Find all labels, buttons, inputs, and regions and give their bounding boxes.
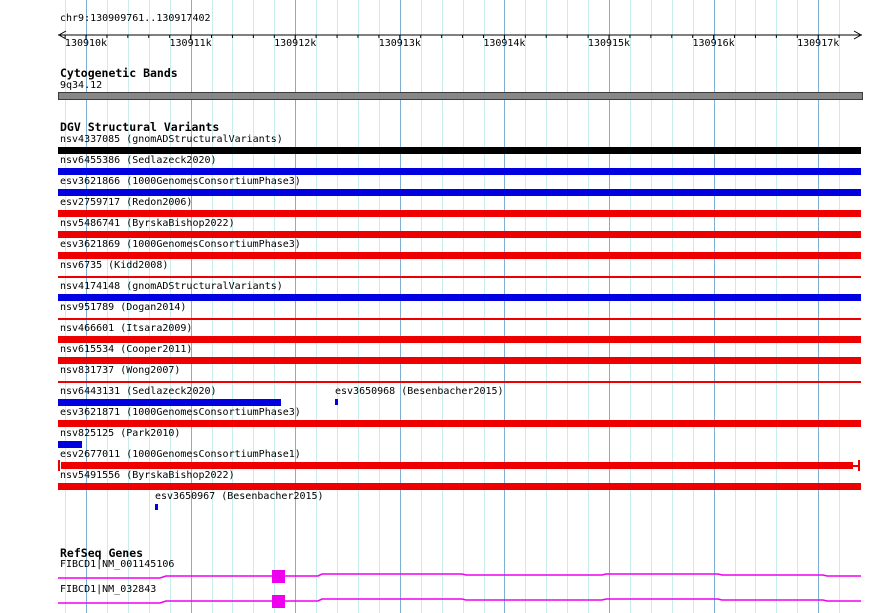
variant-label-esv3621871[interactable]: esv3621871 (1000GenomesConsortiumPhase3) [60, 407, 301, 418]
variant-label-nsv6455386[interactable]: nsv6455386 (Sedlazeck2020) [60, 155, 217, 166]
gene-label-NM_001145106[interactable]: FIBCD1|NM_001145106 [60, 559, 175, 570]
variant-label-nsv4174148[interactable]: nsv4174148 (gnomADStructuralVariants) [60, 281, 283, 292]
axis-tick-label: 130916k [692, 38, 735, 49]
axis-tick-label: 130914k [483, 38, 526, 49]
variant-label-esv3650968[interactable]: esv3650968 (Besenbacher2015) [335, 386, 504, 397]
section-title-dgv-structural-variants: DGV Structural Variants [60, 120, 220, 134]
section-title-cytogenetic-bands: Cytogenetic Bands [60, 66, 178, 80]
variant-label-esv2677011[interactable]: esv2677011 (1000GenomesConsortiumPhase1) [60, 449, 301, 460]
axis-tick-label: 130917k [797, 38, 840, 49]
variant-label-nsv6443131[interactable]: nsv6443131 (Sedlazeck2020) [60, 386, 217, 397]
axis-tick-label: 130915k [587, 38, 631, 49]
variant-label-esv3650967[interactable]: esv3650967 (Besenbacher2015) [155, 491, 324, 502]
variant-label-nsv6735[interactable]: nsv6735 (Kidd2008) [60, 260, 169, 271]
gene-label-NM_032843[interactable]: FIBCD1|NM_032843 [60, 584, 157, 595]
variant-label-nsv5491556[interactable]: nsv5491556 (ByrskaBishop2022) [60, 470, 235, 481]
cytoband-label: 9q34.12 [60, 80, 103, 91]
gene-intron-line-NM_032843[interactable] [58, 599, 861, 603]
gene-intron-line-NM_001145106[interactable] [58, 574, 861, 578]
variant-label-nsv466601[interactable]: nsv466601 (Itsara2009) [60, 323, 193, 334]
variant-label-nsv951789[interactable]: nsv951789 (Dogan2014) [60, 302, 187, 313]
variant-label-nsv5486741[interactable]: nsv5486741 (ByrskaBishop2022) [60, 218, 235, 229]
variant-label-nsv615534[interactable]: nsv615534 (Cooper2011) [60, 344, 193, 355]
section-title-refseq-genes: RefSeq Genes [60, 546, 144, 560]
axis-tick-label: 130911k [169, 38, 212, 49]
variant-label-nsv4337085[interactable]: nsv4337085 (gnomADStructuralVariants) [60, 134, 283, 145]
variant-label-esv3621866[interactable]: esv3621866 (1000GenomesConsortiumPhase3) [60, 176, 301, 187]
gene-exon-block-NM_001145106[interactable] [272, 570, 285, 583]
axis-tick-label: 130912k [274, 38, 317, 49]
region-coordinates-label: chr9:130909761..130917402 [60, 13, 211, 24]
axis-tick-label: 130910k [64, 38, 108, 49]
gene-exon-block-NM_032843[interactable] [272, 595, 285, 608]
variant-label-esv3621869[interactable]: esv3621869 (1000GenomesConsortiumPhase3) [60, 239, 301, 250]
variant-label-nsv831737[interactable]: nsv831737 (Wong2007) [60, 365, 181, 376]
variant-label-nsv825125[interactable]: nsv825125 (Park2010) [60, 428, 181, 439]
variant-label-esv2759717[interactable]: esv2759717 (Redon2006) [60, 197, 193, 208]
axis-tick-label: 130913k [378, 38, 421, 49]
